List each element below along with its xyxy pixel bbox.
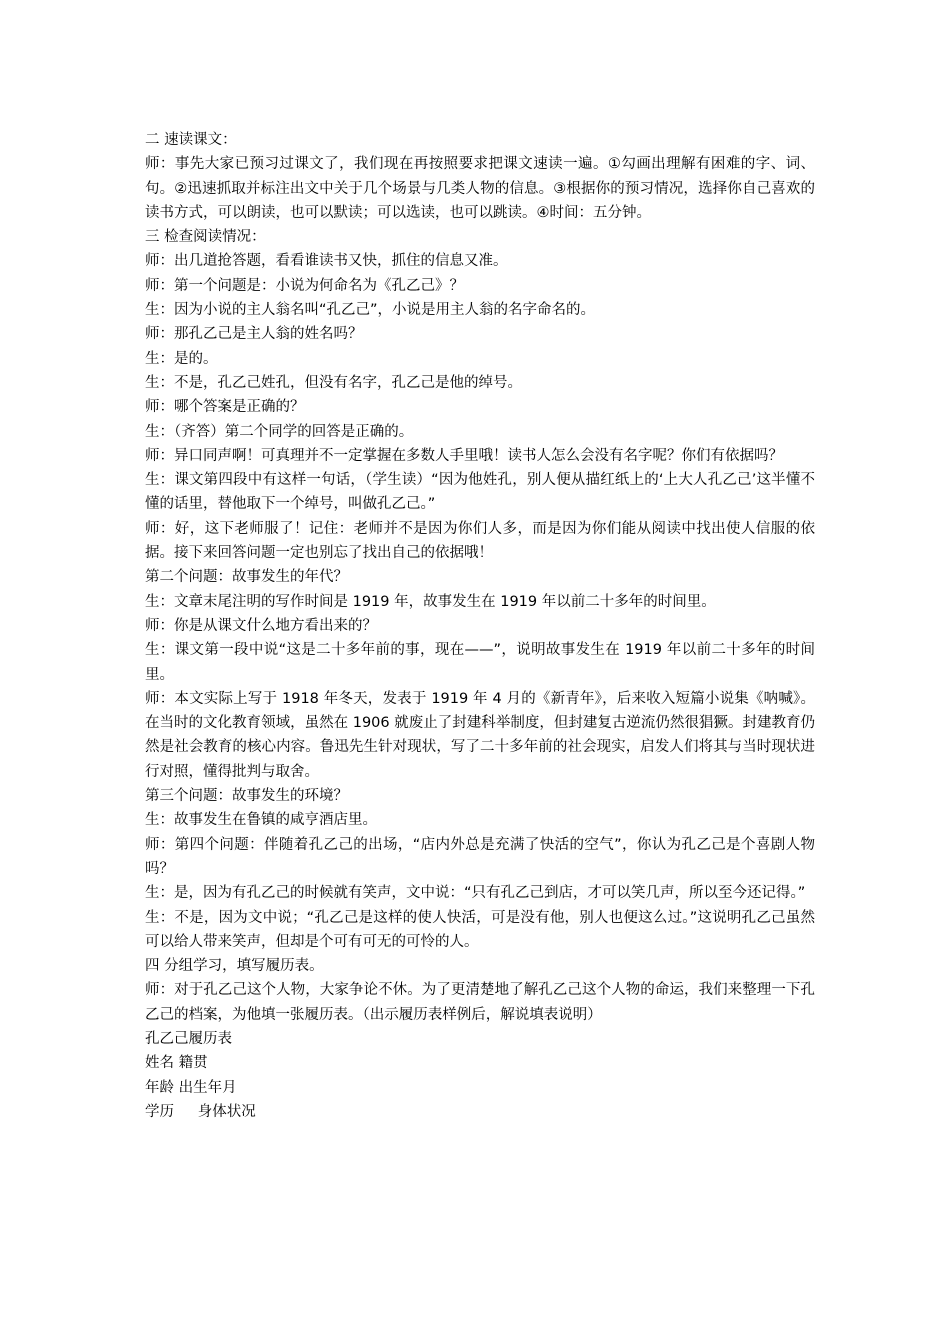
- question-heading: 第二个问题：故事发生的年代？: [145, 569, 348, 586]
- paragraph-teacher-instructions: 师：事先大家已预习过课文了，我们现在再按照要求把课文速读一遍。①勾画出理解有困难的字、词、句。②迅速抓取并标注出文中关于几个场景与几类人物的信息。③根据你的预习情况，选择你自己喜欢的读书方式，可以朗读，也可以默读；可以选读，也可以跳读。④时间：五分钟。: [145, 156, 815, 221]
- section-heading-speed-reading: 二 速读课文：: [145, 132, 237, 148]
- dialogue-line: 生：不是，因为文中说；“孔乙己是这样的使人快活，可是没有他，别人也便这么过。”这说明孔乙己虽然可以给人带来笑声，但却是个可有可无的可怜的人。: [145, 909, 815, 950]
- dialogue-line: 生：（齐答）第二个同学的回答是正确的。: [145, 423, 414, 440]
- question-heading: 第三个问题：故事发生的环境？: [145, 788, 348, 805]
- dialogue-line: 师：你是从课文什么地方看出来的？: [145, 617, 377, 634]
- dialogue-line: 生：课文第一段中说“这是二十多年前的事，现在——”，说明故事发生在 1919 年以前二十多年的时间里。: [145, 642, 815, 683]
- dialogue-line: 师：好，这下老师服了！记住：老师并不是因为你们人多，而是因为你们能从阅读中找出使人信服的依据。接下来回答问题一定也别忘了找出自己的依据哦！: [145, 520, 815, 562]
- section-heading-group-study: 四 分组学习，填写履历表。: [145, 958, 324, 975]
- dialogue-line: 师：出几道抢答题，看看谁读书又快，抓住的信息又准。: [145, 253, 508, 270]
- dialogue-line: 师：那孔乙己是主人翁的姓名吗？: [145, 326, 363, 343]
- dialogue-line: 师：第四个问题：伴随着孔乙己的出场，“店内外总是充满了快活的空气”，你认为孔乙己是个喜剧人物吗？: [145, 836, 815, 877]
- resume-row-age-birth: 年龄 出生年月: [145, 1079, 237, 1096]
- dialogue-line: 师：对于孔乙己这个人物，大家争论不休。为了更清楚地了解孔乙己这个人物的命运，我们来整理一下孔乙己的档案，为他填一张履历表。（出示履历表样例后，解说填表说明）: [145, 982, 815, 1023]
- dialogue-line: 生：故事发生在鲁镇的咸亨酒店里。: [145, 812, 377, 829]
- dialogue-line: 生：文章末尾注明的写作时间是 1919 年，故事发生在 1919 年以前二十多年的时间里。: [145, 593, 716, 610]
- dialogue-line: 生：课文第四段中有这样一句话，（学生读）“因为他姓孔，别人便从描红纸上的‘上大人孔乙己’这半懂不懂的话里，替他取下一个绰号，叫做孔乙己。”: [145, 472, 815, 513]
- document-body: [145, 128, 815, 1124]
- dialogue-line: 生：因为小说的主人翁名叫“孔乙己”，小说是用主人翁的名字命名的。: [145, 302, 596, 319]
- dialogue-line: 师：哪个答案是正确的？: [145, 399, 305, 416]
- resume-table-title: 孔乙己履历表: [145, 1030, 232, 1047]
- resume-row-education-health: 学历 身体状况: [145, 1103, 256, 1120]
- resume-row-name-origin: 姓名 籍贯: [145, 1055, 208, 1072]
- dialogue-line: 生：是，因为有孔乙己的时候就有笑声，文中说：“只有孔乙己到店，才可以笑几声，所以至今还记得。”: [145, 885, 806, 902]
- dialogue-line: 生：是的。: [145, 350, 218, 367]
- dialogue-line: 师：第一个问题是：小说为何命名为《孔乙己》？: [145, 277, 464, 294]
- dialogue-line: 师：异口同声啊！可真理并不一定掌握在多数人手里哦！读书人怎么会没有名字呢？你们有依据吗？: [145, 447, 783, 464]
- dialogue-line: 师：本文实际上写于 1918 年冬天，发表于 1919 年 4 月的《新青年》，后来收入短篇小说集《呐喊》。在当时的文化教育领域，虽然在 1906 就废止了封建科举制度，但封建复古逆流仍然很猖獗。封建教育仍然是社会教育的核心内容。鲁迅先生针对现状，写了二十多年前的社会现实，启发人们将其与当时现状进行对照，懂得批判与取舍。: [145, 690, 815, 780]
- dialogue-line: 生：不是，孔乙己姓孔，但没有名字，孔乙己是他的绰号。: [145, 374, 522, 391]
- section-heading-reading-check: 三 检查阅读情况：: [145, 229, 266, 246]
